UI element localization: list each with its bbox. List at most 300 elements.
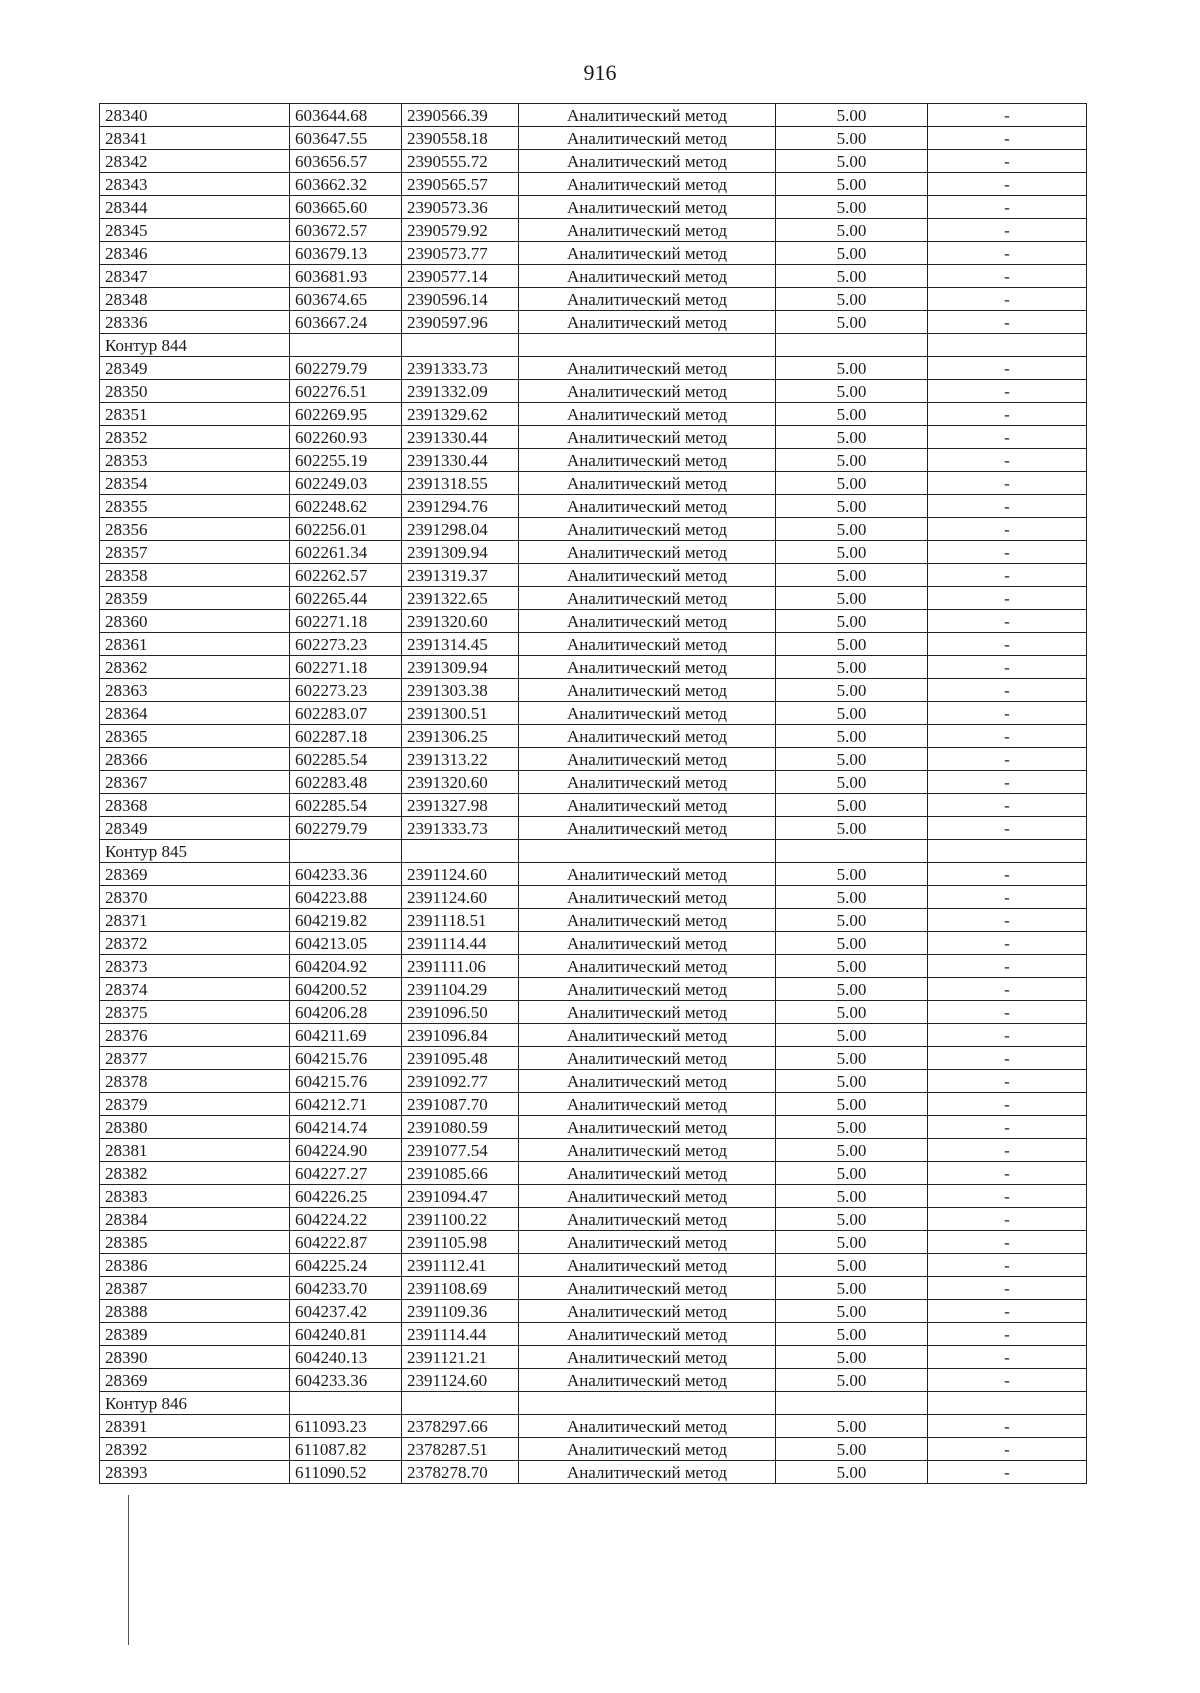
y-coordinate-cell: 2391105.98 xyxy=(402,1231,519,1254)
method-cell: Аналитический метод xyxy=(519,1162,776,1185)
x-coordinate-cell: 602273.23 xyxy=(290,633,402,656)
y-coordinate-cell: 2391313.22 xyxy=(402,748,519,771)
method-cell: Аналитический метод xyxy=(519,541,776,564)
x-coordinate-cell: 603656.57 xyxy=(290,150,402,173)
x-coordinate-cell: 604233.70 xyxy=(290,1277,402,1300)
margin-line xyxy=(128,1495,129,1645)
y-coordinate-cell: 2391108.69 xyxy=(402,1277,519,1300)
point-number-cell: 28383 xyxy=(100,1185,290,1208)
method-cell: Аналитический метод xyxy=(519,242,776,265)
table-row xyxy=(100,518,1087,541)
accuracy-cell: 5.00 xyxy=(776,656,928,679)
accuracy-cell: 5.00 xyxy=(776,564,928,587)
method-cell: Аналитический метод xyxy=(519,150,776,173)
method-cell: Аналитический метод xyxy=(519,702,776,725)
accuracy-cell: 5.00 xyxy=(776,1277,928,1300)
table-row xyxy=(100,633,1087,656)
accuracy-cell: 5.00 xyxy=(776,288,928,311)
point-number-cell: 28357 xyxy=(100,541,290,564)
y-coordinate-cell: 2391320.60 xyxy=(402,771,519,794)
point-number-cell: 28353 xyxy=(100,449,290,472)
y-coordinate-cell: 2378297.66 xyxy=(402,1415,519,1438)
dash-cell: - xyxy=(928,196,1087,219)
dash-cell: - xyxy=(928,886,1087,909)
method-cell: Аналитический метод xyxy=(519,1254,776,1277)
dash-cell: - xyxy=(928,725,1087,748)
method-cell: Аналитический метод xyxy=(519,1346,776,1369)
y-coordinate-cell: 2390558.18 xyxy=(402,127,519,150)
empty-cell xyxy=(928,1392,1087,1415)
accuracy-cell: 5.00 xyxy=(776,1162,928,1185)
method-cell: Аналитический метод xyxy=(519,610,776,633)
accuracy-cell: 5.00 xyxy=(776,1116,928,1139)
point-number-cell: 28373 xyxy=(100,955,290,978)
point-number-cell: 28369 xyxy=(100,863,290,886)
dash-cell: - xyxy=(928,104,1087,127)
point-number-cell: 28349 xyxy=(100,357,290,380)
y-coordinate-cell: 2391303.38 xyxy=(402,679,519,702)
dash-cell: - xyxy=(928,242,1087,265)
contour-title: Контур 845 xyxy=(100,840,290,863)
table-row xyxy=(100,679,1087,702)
x-coordinate-cell: 602283.07 xyxy=(290,702,402,725)
table-row xyxy=(100,219,1087,242)
method-cell: Аналитический метод xyxy=(519,1438,776,1461)
y-coordinate-cell: 2391319.37 xyxy=(402,564,519,587)
table-row xyxy=(100,725,1087,748)
method-cell: Аналитический метод xyxy=(519,219,776,242)
x-coordinate-cell: 604226.25 xyxy=(290,1185,402,1208)
accuracy-cell: 5.00 xyxy=(776,1001,928,1024)
method-cell: Аналитический метод xyxy=(519,587,776,610)
point-number-cell: 28390 xyxy=(100,1346,290,1369)
table-row xyxy=(100,1185,1087,1208)
dash-cell: - xyxy=(928,587,1087,610)
method-cell: Аналитический метод xyxy=(519,1323,776,1346)
dash-cell: - xyxy=(928,173,1087,196)
table-row xyxy=(100,1277,1087,1300)
method-cell: Аналитический метод xyxy=(519,1139,776,1162)
point-number-cell: 28336 xyxy=(100,311,290,334)
table-row xyxy=(100,748,1087,771)
table-row xyxy=(100,1438,1087,1461)
point-number-cell: 28365 xyxy=(100,725,290,748)
point-number-cell: 28372 xyxy=(100,932,290,955)
table-row xyxy=(100,1116,1087,1139)
empty-cell xyxy=(402,334,519,357)
dash-cell: - xyxy=(928,748,1087,771)
method-cell: Аналитический метод xyxy=(519,817,776,840)
accuracy-cell: 5.00 xyxy=(776,1300,928,1323)
accuracy-cell: 5.00 xyxy=(776,610,928,633)
table-row xyxy=(100,495,1087,518)
method-cell: Аналитический метод xyxy=(519,886,776,909)
x-coordinate-cell: 611087.82 xyxy=(290,1438,402,1461)
accuracy-cell: 5.00 xyxy=(776,495,928,518)
dash-cell: - xyxy=(928,472,1087,495)
x-coordinate-cell: 602276.51 xyxy=(290,380,402,403)
x-coordinate-cell: 604240.13 xyxy=(290,1346,402,1369)
x-coordinate-cell: 603679.13 xyxy=(290,242,402,265)
point-number-cell: 28362 xyxy=(100,656,290,679)
dash-cell: - xyxy=(928,380,1087,403)
method-cell: Аналитический метод xyxy=(519,1369,776,1392)
dash-cell: - xyxy=(928,1254,1087,1277)
y-coordinate-cell: 2391092.77 xyxy=(402,1070,519,1093)
x-coordinate-cell: 603647.55 xyxy=(290,127,402,150)
dash-cell: - xyxy=(928,1346,1087,1369)
y-coordinate-cell: 2391318.55 xyxy=(402,472,519,495)
x-coordinate-cell: 602255.19 xyxy=(290,449,402,472)
table-row xyxy=(100,587,1087,610)
method-cell: Аналитический метод xyxy=(519,1070,776,1093)
method-cell: Аналитический метод xyxy=(519,909,776,932)
contour-header-row xyxy=(100,334,1087,357)
accuracy-cell: 5.00 xyxy=(776,403,928,426)
method-cell: Аналитический метод xyxy=(519,863,776,886)
accuracy-cell: 5.00 xyxy=(776,196,928,219)
y-coordinate-cell: 2391333.73 xyxy=(402,357,519,380)
accuracy-cell: 5.00 xyxy=(776,1093,928,1116)
x-coordinate-cell: 603665.60 xyxy=(290,196,402,219)
point-number-cell: 28393 xyxy=(100,1461,290,1484)
accuracy-cell: 5.00 xyxy=(776,265,928,288)
x-coordinate-cell: 604215.76 xyxy=(290,1047,402,1070)
dash-cell: - xyxy=(928,702,1087,725)
method-cell: Аналитический метод xyxy=(519,794,776,817)
y-coordinate-cell: 2391121.21 xyxy=(402,1346,519,1369)
y-coordinate-cell: 2391104.29 xyxy=(402,978,519,1001)
point-number-cell: 28340 xyxy=(100,104,290,127)
point-number-cell: 28374 xyxy=(100,978,290,1001)
point-number-cell: 28360 xyxy=(100,610,290,633)
empty-cell xyxy=(776,840,928,863)
point-number-cell: 28359 xyxy=(100,587,290,610)
method-cell: Аналитический метод xyxy=(519,564,776,587)
dash-cell: - xyxy=(928,1300,1087,1323)
table-row xyxy=(100,794,1087,817)
dash-cell: - xyxy=(928,357,1087,380)
dash-cell: - xyxy=(928,288,1087,311)
point-number-cell: 28376 xyxy=(100,1024,290,1047)
dash-cell: - xyxy=(928,978,1087,1001)
dash-cell: - xyxy=(928,679,1087,702)
x-coordinate-cell: 602285.54 xyxy=(290,794,402,817)
method-cell: Аналитический метод xyxy=(519,449,776,472)
empty-cell xyxy=(519,840,776,863)
point-number-cell: 28366 xyxy=(100,748,290,771)
point-number-cell: 28367 xyxy=(100,771,290,794)
table-row xyxy=(100,1162,1087,1185)
method-cell: Аналитический метод xyxy=(519,173,776,196)
method-cell: Аналитический метод xyxy=(519,472,776,495)
table-row xyxy=(100,541,1087,564)
x-coordinate-cell: 611093.23 xyxy=(290,1415,402,1438)
point-number-cell: 28385 xyxy=(100,1231,290,1254)
dash-cell: - xyxy=(928,1093,1087,1116)
x-coordinate-cell: 604211.69 xyxy=(290,1024,402,1047)
x-coordinate-cell: 602260.93 xyxy=(290,426,402,449)
y-coordinate-cell: 2391111.06 xyxy=(402,955,519,978)
table-row xyxy=(100,1024,1087,1047)
table-body xyxy=(100,104,1087,1484)
y-coordinate-cell: 2391298.04 xyxy=(402,518,519,541)
y-coordinate-cell: 2391114.44 xyxy=(402,932,519,955)
point-number-cell: 28356 xyxy=(100,518,290,541)
method-cell: Аналитический метод xyxy=(519,1208,776,1231)
point-number-cell: 28370 xyxy=(100,886,290,909)
table-row xyxy=(100,1047,1087,1070)
table-row xyxy=(100,932,1087,955)
dash-cell: - xyxy=(928,403,1087,426)
method-cell: Аналитический метод xyxy=(519,104,776,127)
table-row xyxy=(100,1415,1087,1438)
point-number-cell: 28342 xyxy=(100,150,290,173)
table-row xyxy=(100,196,1087,219)
accuracy-cell: 5.00 xyxy=(776,426,928,449)
x-coordinate-cell: 604240.81 xyxy=(290,1323,402,1346)
x-coordinate-cell: 603667.24 xyxy=(290,311,402,334)
dash-cell: - xyxy=(928,1277,1087,1300)
table-row xyxy=(100,1346,1087,1369)
method-cell: Аналитический метод xyxy=(519,1277,776,1300)
y-coordinate-cell: 2391096.84 xyxy=(402,1024,519,1047)
method-cell: Аналитический метод xyxy=(519,955,776,978)
table-row xyxy=(100,265,1087,288)
y-coordinate-cell: 2391114.44 xyxy=(402,1323,519,1346)
x-coordinate-cell: 604225.24 xyxy=(290,1254,402,1277)
point-number-cell: 28389 xyxy=(100,1323,290,1346)
accuracy-cell: 5.00 xyxy=(776,932,928,955)
accuracy-cell: 5.00 xyxy=(776,518,928,541)
table-row xyxy=(100,978,1087,1001)
method-cell: Аналитический метод xyxy=(519,1300,776,1323)
dash-cell: - xyxy=(928,1162,1087,1185)
dash-cell: - xyxy=(928,1139,1087,1162)
point-number-cell: 28354 xyxy=(100,472,290,495)
empty-cell xyxy=(776,334,928,357)
accuracy-cell: 5.00 xyxy=(776,104,928,127)
y-coordinate-cell: 2391329.62 xyxy=(402,403,519,426)
accuracy-cell: 5.00 xyxy=(776,127,928,150)
x-coordinate-cell: 604233.36 xyxy=(290,863,402,886)
accuracy-cell: 5.00 xyxy=(776,1346,928,1369)
table-row xyxy=(100,1231,1087,1254)
accuracy-cell: 5.00 xyxy=(776,1185,928,1208)
y-coordinate-cell: 2391322.65 xyxy=(402,587,519,610)
point-number-cell: 28369 xyxy=(100,1369,290,1392)
dash-cell: - xyxy=(928,1001,1087,1024)
empty-cell xyxy=(402,1392,519,1415)
table-row xyxy=(100,357,1087,380)
y-coordinate-cell: 2391320.60 xyxy=(402,610,519,633)
table-row xyxy=(100,1001,1087,1024)
table-row xyxy=(100,610,1087,633)
accuracy-cell: 5.00 xyxy=(776,1139,928,1162)
point-number-cell: 28381 xyxy=(100,1139,290,1162)
empty-cell xyxy=(290,334,402,357)
method-cell: Аналитический метод xyxy=(519,1047,776,1070)
x-coordinate-cell: 604233.36 xyxy=(290,1369,402,1392)
dash-cell: - xyxy=(928,541,1087,564)
point-number-cell: 28379 xyxy=(100,1093,290,1116)
x-coordinate-cell: 611090.52 xyxy=(290,1461,402,1484)
accuracy-cell: 5.00 xyxy=(776,817,928,840)
x-coordinate-cell: 604223.88 xyxy=(290,886,402,909)
point-number-cell: 28351 xyxy=(100,403,290,426)
dash-cell: - xyxy=(928,1415,1087,1438)
table-row xyxy=(100,426,1087,449)
table-row xyxy=(100,173,1087,196)
y-coordinate-cell: 2391124.60 xyxy=(402,863,519,886)
method-cell: Аналитический метод xyxy=(519,196,776,219)
accuracy-cell: 5.00 xyxy=(776,541,928,564)
table-row xyxy=(100,380,1087,403)
accuracy-cell: 5.00 xyxy=(776,771,928,794)
method-cell: Аналитический метод xyxy=(519,1001,776,1024)
accuracy-cell: 5.00 xyxy=(776,1461,928,1484)
y-coordinate-cell: 2391085.66 xyxy=(402,1162,519,1185)
dash-cell: - xyxy=(928,955,1087,978)
y-coordinate-cell: 2390579.92 xyxy=(402,219,519,242)
accuracy-cell: 5.00 xyxy=(776,587,928,610)
page-number: 916 xyxy=(583,60,617,85)
dash-cell: - xyxy=(928,495,1087,518)
accuracy-cell: 5.00 xyxy=(776,1047,928,1070)
y-coordinate-cell: 2390573.36 xyxy=(402,196,519,219)
method-cell: Аналитический метод xyxy=(519,978,776,1001)
accuracy-cell: 5.00 xyxy=(776,794,928,817)
method-cell: Аналитический метод xyxy=(519,380,776,403)
table-row xyxy=(100,150,1087,173)
point-number-cell: 28344 xyxy=(100,196,290,219)
x-coordinate-cell: 602269.95 xyxy=(290,403,402,426)
y-coordinate-cell: 2391087.70 xyxy=(402,1093,519,1116)
x-coordinate-cell: 602273.23 xyxy=(290,679,402,702)
dash-cell: - xyxy=(928,518,1087,541)
table-row xyxy=(100,863,1087,886)
table-row xyxy=(100,909,1087,932)
point-number-cell: 28392 xyxy=(100,1438,290,1461)
x-coordinate-cell: 604200.52 xyxy=(290,978,402,1001)
method-cell: Аналитический метод xyxy=(519,288,776,311)
x-coordinate-cell: 603674.65 xyxy=(290,288,402,311)
point-number-cell: 28348 xyxy=(100,288,290,311)
dash-cell: - xyxy=(928,1047,1087,1070)
point-number-cell: 28352 xyxy=(100,426,290,449)
dash-cell: - xyxy=(928,817,1087,840)
y-coordinate-cell: 2390565.57 xyxy=(402,173,519,196)
point-number-cell: 28345 xyxy=(100,219,290,242)
accuracy-cell: 5.00 xyxy=(776,1323,928,1346)
x-coordinate-cell: 602249.03 xyxy=(290,472,402,495)
accuracy-cell: 5.00 xyxy=(776,311,928,334)
table-row xyxy=(100,1208,1087,1231)
dash-cell: - xyxy=(928,909,1087,932)
point-number-cell: 28388 xyxy=(100,1300,290,1323)
table-row xyxy=(100,1139,1087,1162)
accuracy-cell: 5.00 xyxy=(776,886,928,909)
method-cell: Аналитический метод xyxy=(519,633,776,656)
point-number-cell: 28380 xyxy=(100,1116,290,1139)
method-cell: Аналитический метод xyxy=(519,495,776,518)
coordinates-table xyxy=(99,103,1087,1484)
method-cell: Аналитический метод xyxy=(519,932,776,955)
x-coordinate-cell: 604227.27 xyxy=(290,1162,402,1185)
point-number-cell: 28343 xyxy=(100,173,290,196)
empty-cell xyxy=(290,840,402,863)
y-coordinate-cell: 2390555.72 xyxy=(402,150,519,173)
accuracy-cell: 5.00 xyxy=(776,909,928,932)
method-cell: Аналитический метод xyxy=(519,403,776,426)
x-coordinate-cell: 604206.28 xyxy=(290,1001,402,1024)
x-coordinate-cell: 602271.18 xyxy=(290,610,402,633)
point-number-cell: 28350 xyxy=(100,380,290,403)
x-coordinate-cell: 604212.71 xyxy=(290,1093,402,1116)
table-row xyxy=(100,702,1087,725)
x-coordinate-cell: 602265.44 xyxy=(290,587,402,610)
point-number-cell: 28375 xyxy=(100,1001,290,1024)
table-row xyxy=(100,771,1087,794)
empty-cell xyxy=(519,334,776,357)
dash-cell: - xyxy=(928,1323,1087,1346)
y-coordinate-cell: 2391333.73 xyxy=(402,817,519,840)
dash-cell: - xyxy=(928,1461,1087,1484)
dash-cell: - xyxy=(928,1070,1087,1093)
y-coordinate-cell: 2391309.94 xyxy=(402,541,519,564)
contour-title: Контур 846 xyxy=(100,1392,290,1415)
dash-cell: - xyxy=(928,1208,1087,1231)
y-coordinate-cell: 2391306.25 xyxy=(402,725,519,748)
dash-cell: - xyxy=(928,127,1087,150)
accuracy-cell: 5.00 xyxy=(776,633,928,656)
point-number-cell: 28341 xyxy=(100,127,290,150)
y-coordinate-cell: 2391077.54 xyxy=(402,1139,519,1162)
method-cell: Аналитический метод xyxy=(519,1461,776,1484)
point-number-cell: 28377 xyxy=(100,1047,290,1070)
dash-cell: - xyxy=(928,1185,1087,1208)
point-number-cell: 28358 xyxy=(100,564,290,587)
table-row xyxy=(100,472,1087,495)
x-coordinate-cell: 603672.57 xyxy=(290,219,402,242)
dash-cell: - xyxy=(928,1116,1087,1139)
accuracy-cell: 5.00 xyxy=(776,748,928,771)
empty-cell xyxy=(776,1392,928,1415)
dash-cell: - xyxy=(928,656,1087,679)
accuracy-cell: 5.00 xyxy=(776,1231,928,1254)
table-row xyxy=(100,104,1087,127)
accuracy-cell: 5.00 xyxy=(776,449,928,472)
y-coordinate-cell: 2391118.51 xyxy=(402,909,519,932)
y-coordinate-cell: 2391124.60 xyxy=(402,886,519,909)
dash-cell: - xyxy=(928,794,1087,817)
x-coordinate-cell: 602261.34 xyxy=(290,541,402,564)
accuracy-cell: 5.00 xyxy=(776,1254,928,1277)
accuracy-cell: 5.00 xyxy=(776,863,928,886)
table-row xyxy=(100,1254,1087,1277)
accuracy-cell: 5.00 xyxy=(776,978,928,1001)
dash-cell: - xyxy=(928,610,1087,633)
y-coordinate-cell: 2391332.09 xyxy=(402,380,519,403)
point-number-cell: 28371 xyxy=(100,909,290,932)
y-coordinate-cell: 2391100.22 xyxy=(402,1208,519,1231)
x-coordinate-cell: 604224.22 xyxy=(290,1208,402,1231)
empty-cell xyxy=(928,334,1087,357)
table-row xyxy=(100,127,1087,150)
accuracy-cell: 5.00 xyxy=(776,173,928,196)
point-number-cell: 28363 xyxy=(100,679,290,702)
method-cell: Аналитический метод xyxy=(519,748,776,771)
